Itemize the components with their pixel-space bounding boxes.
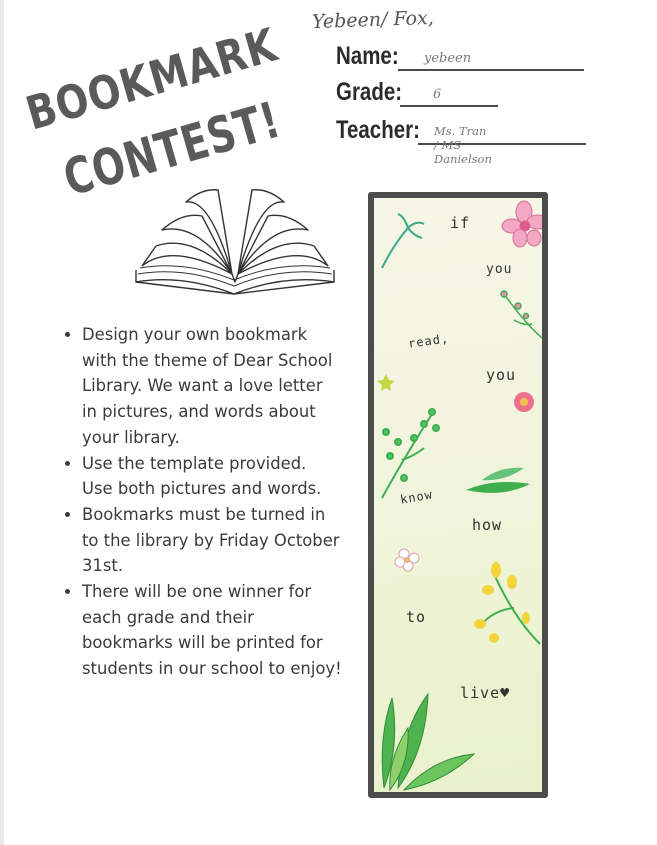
- name-line: [398, 69, 584, 71]
- bookmark-word: you: [486, 262, 513, 277]
- name-value: yebeen: [424, 51, 472, 66]
- name-row: [336, 42, 412, 71]
- yellow-flower-branch-icon: [474, 562, 540, 644]
- long-leaves-icon: [382, 694, 474, 790]
- grade-row: [336, 78, 417, 107]
- bookmark-drawing: [368, 192, 548, 798]
- page-edge: [0, 0, 4, 845]
- instruction-item: • Bookmarks must be turned in to the library by Friday October 31st.: [82, 502, 342, 579]
- green-leaves-icon: [466, 468, 530, 493]
- grade-line: [400, 105, 498, 107]
- instruction-item: • Design your own bookmark with the theme of Dear School Library. We want a love letter in pictures, and words about your library.: [82, 322, 342, 451]
- leaf-sprig-icon: [382, 214, 424, 268]
- grade-value: 6: [433, 87, 442, 102]
- bookmark-word: if: [450, 214, 471, 232]
- contest-title: [20, 18, 300, 208]
- bookmark-word: know: [399, 487, 434, 507]
- bookmark-word: read,: [407, 331, 450, 351]
- white-flower-icon: [395, 549, 419, 571]
- bookmark-word: to: [406, 608, 427, 626]
- name-label: Name:: [336, 42, 399, 70]
- bookmark-word: live♥: [460, 684, 511, 702]
- flower-sprig-icon: [501, 291, 542, 338]
- pink-flower-icon: [502, 201, 542, 247]
- title-line-1: BOOKMARK: [20, 18, 300, 141]
- title-line-2: CONTEST!: [57, 71, 300, 208]
- green-branch-icon: [382, 409, 439, 498]
- teacher-label: Teacher:: [336, 116, 420, 144]
- grade-label: Grade:: [336, 78, 403, 106]
- instruction-item: • There will be one winner for each grade and their bookmarks will be printed for students in our school to enjoy!: [82, 579, 342, 682]
- instruction-item: • Use the template provided. Use both pictures and words.: [82, 451, 342, 502]
- handwritten-student-name: Yebeen/ Fox,: [311, 6, 435, 34]
- star-icon: [377, 374, 395, 391]
- bookmark-word: how: [472, 516, 503, 534]
- red-flower-icon: [514, 392, 534, 412]
- teacher-value: Ms. Tran / MS Danielson: [434, 124, 492, 166]
- instructions-list: [60, 322, 342, 682]
- open-book-icon: [132, 182, 338, 300]
- teacher-row: [336, 116, 438, 145]
- bookmark-word: you: [486, 366, 517, 384]
